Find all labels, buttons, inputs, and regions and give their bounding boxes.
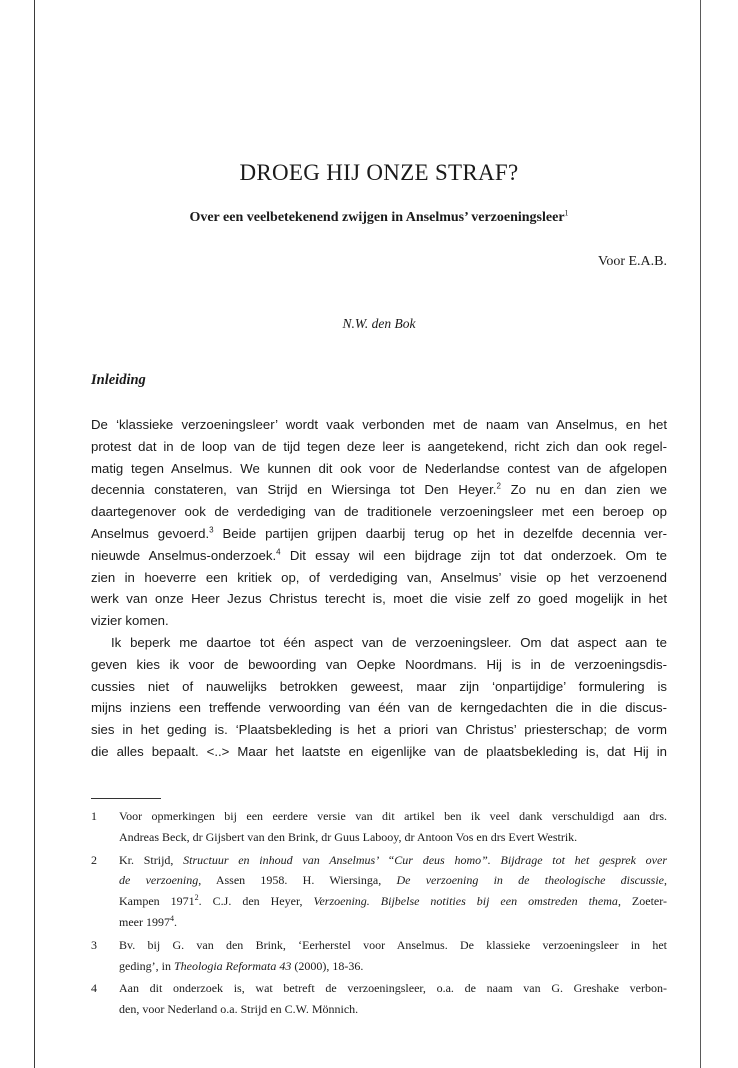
paragraph-1-line: werk van onze Heer Jezus Christus terecht is, moet die visie zelf zo goed mogelijk in het — [91, 591, 667, 607]
paragraph-2-line: sies in het geding is. ‘Plaatsbekleding is het a priori van Christus’ priesterschap; de vorm — [91, 722, 667, 738]
paragraph-1-line: Anselmus gevoerd.$^3$ Beide partijen grijpen daarbij terug op het in dezelfde decennia ver- — [91, 525, 667, 541]
paragraph-1-line: matig tegen Anselmus. We kunnen dit ook voor de Nederlandse contest van de afgelopen — [91, 460, 667, 476]
footnote-ref-1: 1 — [564, 208, 569, 218]
paragraph-2-line: Ik beperk me daartoe tot één aspect van de verzoeningsleer. Om dat aspect aan te — [111, 634, 667, 650]
section-heading: Inleiding — [91, 372, 146, 388]
footnote-line: meer 1997$^4$. — [119, 913, 177, 929]
paragraph-1-line: nieuwde Anselmus-onderzoek.$^4$ Dit essay wil een bijdrage zijn tot dat onderzoek. Om te — [91, 547, 668, 563]
footnote-1 — [91, 806, 667, 848]
footnote-line: Kr. Strijd, Structuur en inhoud van Anselmus’ “Cur deus homo”. Bijdrage tot het gesprek over — [119, 852, 668, 867]
body-text — [91, 414, 667, 763]
footnote-line: Aan dit onderzoek is, wat betreft de verzoeningsleer, o.a. de naam van G. Greshake verbon- — [119, 981, 667, 996]
paragraph-1-line: protest dat in de loop van de tijd tegen deze leer is aangetekend, richt zich dan ook regel- — [91, 438, 667, 454]
paragraph-1-line: zien in hoeverre een kritiek op, of verdediging van, Anselmus’ visie op het verzoenend — [91, 569, 667, 585]
paragraph-1-line: vizier komen. — [91, 613, 169, 629]
footnotes — [91, 806, 667, 1020]
footnote-ref-4: 4 — [276, 547, 281, 557]
footnote-line: Kampen 1971$^2$. C.J. den Heyer, Verzoening. Bijbelse notities bij een omstreden thema, Zoeter- — [119, 893, 667, 909]
author: N.W. den Bok — [342, 316, 416, 331]
article-title: DROEG HIJ ONZE STRAF? — [239, 160, 519, 185]
paragraph-2-line: cussies niet of nauwelijks betrokken geweest, maar zijn ‘onpartijdige’ formulering is — [91, 678, 667, 694]
footnote-line: den, voor Nederland o.a. Strijd en C.W. Mönnich. — [119, 1002, 359, 1017]
footnote-ref-3: 3 — [209, 525, 214, 535]
paragraph-1-line: decennia constateren, van Strijd en Wiersinga tot Den Heyer.$^2$ Zo nu en dan zien we — [91, 482, 667, 498]
scan-edge-left — [34, 0, 35, 1068]
footnote-number: 2 — [91, 852, 97, 867]
footnote-4 — [91, 978, 667, 1020]
article-subtitle: Over een veelbetekenend zwijgen in Anselmus’ verzoeningsleer$^1$ — [189, 208, 569, 225]
footnote-number: 3 — [91, 937, 97, 952]
footnote-separator — [91, 798, 161, 799]
footnote-line: Voor opmerkingen bij een eerdere versie van dit artikel ben ik veel dank verschuldigd aan drs. — [119, 809, 667, 823]
paragraph-2-line: die alles bepaalt. <..> Maar het laatste en eigenlijke van de plaatsbekleding is, dat Hij in — [91, 743, 667, 759]
paragraph-1-line: daartegenover ook de verdediging van de traditionele verzoeningsleer met een beroep op — [91, 504, 667, 520]
paragraph-2-line: mijns inziens een treffende verwoording van één van de kerngedachten die in die discus- — [91, 700, 667, 716]
footnote-line: de verzoening, Assen 1958. H. Wiersinga, De verzoening in de theologische discussie, — [119, 873, 667, 888]
footnote-number: 1 — [91, 809, 97, 823]
footnote-number: 4 — [91, 981, 97, 996]
scan-edge-right — [700, 0, 701, 1068]
dedication: Voor E.A.B. — [598, 254, 667, 269]
paragraph-1-line: De ‘klassieke verzoeningsleer’ wordt vaak verbonden met de naam van Anselmus, en het — [91, 417, 667, 432]
footnote-3 — [91, 935, 667, 977]
footnote-ref-2: 2 — [496, 482, 501, 491]
footnote-2 — [91, 850, 667, 933]
footnote-line: Andreas Beck, dr Gijsbert van den Brink, dr Guus Labooy, dr Antoon Vos en drs Evert Westrik. — [119, 829, 578, 844]
footnote-line: geding’, in Theologia Reformata 43 (2000), 18-36. — [119, 958, 364, 973]
footnote-line: Bv. bij G. van den Brink, ‘Eerherstel voor Anselmus. De klassieke verzoeningsleer in het — [119, 937, 667, 952]
paragraph-2-line: geven kies ik voor de bewoording van Oepke Noordmans. Hij is in de verzoeningsdis- — [91, 656, 667, 672]
